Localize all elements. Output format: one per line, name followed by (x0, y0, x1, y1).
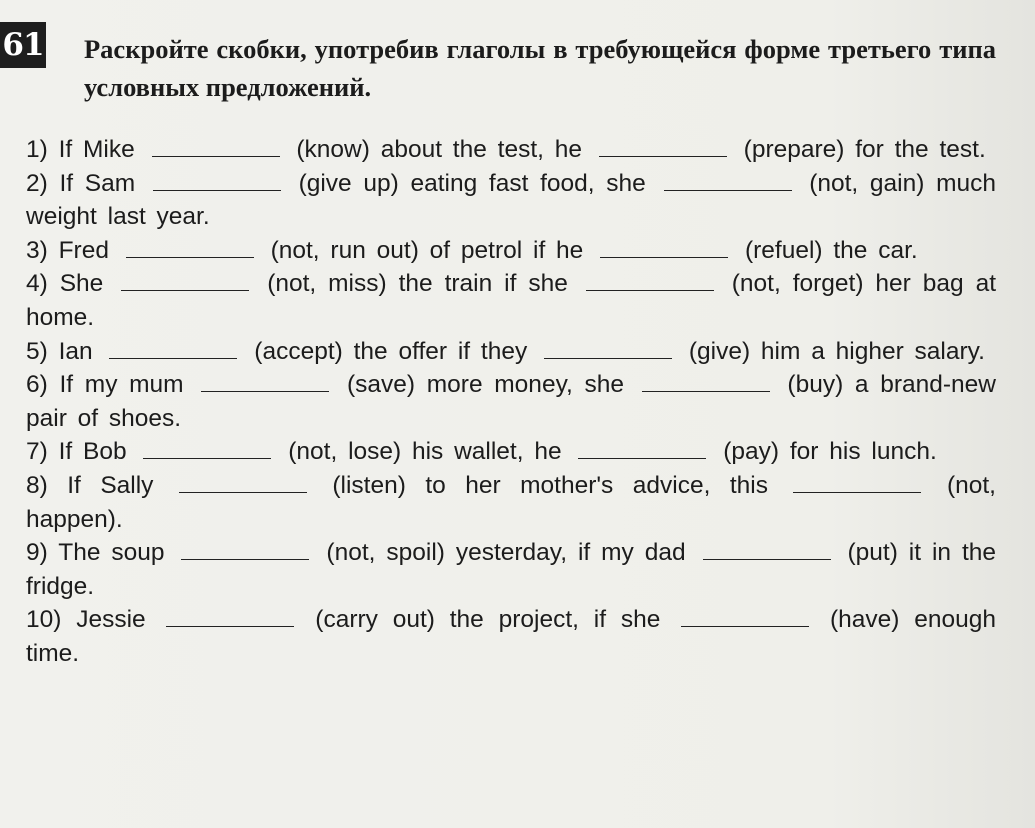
item-lead-text: 4) She (26, 270, 104, 298)
answer-blank[interactable] (179, 472, 307, 493)
exercise-item (26, 469, 996, 536)
answer-blank[interactable] (544, 338, 672, 359)
answer-blank[interactable] (181, 539, 309, 560)
exercise-item (26, 335, 996, 369)
exercise-item (26, 133, 996, 167)
answer-blank[interactable] (166, 606, 294, 627)
item-end-text: (refuel) the car. (744, 236, 918, 264)
item-end-text: (not, forget) her bag at home. (26, 270, 997, 331)
item-middle-text: (accept) the offer if they (254, 337, 528, 365)
item-middle-text: (carry out) the project, if she (315, 606, 661, 634)
item-middle-text: (know) about the test, he (296, 136, 583, 163)
item-end-text: (buy) a brand-new pair of shoes. (26, 371, 997, 432)
item-middle-text: (not, spoil) yesterday, if my dad (326, 539, 686, 567)
exercise-item (26, 167, 996, 234)
item-lead-text: 10) Jessie (26, 606, 146, 634)
item-end-text: (give) him a higher salary. (688, 337, 985, 365)
item-end-text: (not, happen). (26, 471, 996, 533)
exercise-item (26, 603, 996, 670)
exercise-item (26, 267, 996, 334)
answer-blank[interactable] (681, 606, 809, 627)
answer-blank[interactable] (586, 270, 714, 291)
item-middle-text: (save) more money, she (347, 371, 624, 399)
show-through-text (230, 6, 236, 32)
exercise-number: 61 (0, 22, 46, 68)
answer-blank[interactable] (153, 170, 281, 191)
answer-blank[interactable] (578, 438, 706, 459)
exercise-item (26, 368, 996, 435)
exercise-item (26, 435, 996, 469)
exercise-item (26, 234, 996, 268)
answer-blank[interactable] (126, 237, 254, 258)
exercise-instruction: Раскройте скобки, употребив глаголы в требующейся форме третьего типа условных предложений. (84, 34, 996, 102)
answer-blank[interactable] (599, 136, 727, 157)
item-end-text: (put) it in the fridge. (26, 539, 997, 600)
answer-blank[interactable] (109, 338, 237, 359)
answer-blank[interactable] (793, 472, 921, 493)
answer-blank[interactable] (121, 270, 249, 291)
item-middle-text: (not, miss) the train if she (267, 270, 568, 298)
item-lead-text: 5) Ian (26, 337, 93, 365)
item-middle-text: (not, lose) his wallet, he (288, 438, 562, 466)
item-end-text: (prepare) for the test. (743, 136, 986, 163)
item-end-text: (pay) for his lunch. (723, 438, 937, 466)
item-middle-text: (give up) eating fast food, she (298, 169, 646, 197)
answer-blank[interactable] (600, 237, 728, 258)
answer-blank[interactable] (152, 136, 280, 157)
item-lead-text: 8) If Sally (26, 471, 154, 499)
item-end-text: (have) enough time. (26, 606, 996, 667)
answer-blank[interactable] (664, 170, 792, 191)
item-middle-text: (listen) to her mother's advice, this (332, 471, 768, 499)
answer-blank[interactable] (201, 371, 329, 392)
item-lead-text: 3) Fred (26, 236, 109, 264)
item-end-text: (not, gain) much weight last year. (26, 169, 997, 231)
item-lead-text: 7) If Bob (26, 438, 127, 466)
exercise-item (26, 536, 996, 603)
item-middle-text: (not, run out) of petrol if he (270, 236, 584, 264)
exercise-list (26, 133, 996, 671)
answer-blank[interactable] (143, 438, 271, 459)
item-lead-text: 9) The soup (26, 539, 165, 567)
answer-blank[interactable] (703, 539, 831, 560)
item-lead-text: 1) If Mike (26, 136, 135, 163)
item-lead-text: 6) If my mum (26, 371, 184, 399)
item-lead-text: 2) If Sam (26, 169, 136, 197)
answer-blank[interactable] (642, 371, 770, 392)
